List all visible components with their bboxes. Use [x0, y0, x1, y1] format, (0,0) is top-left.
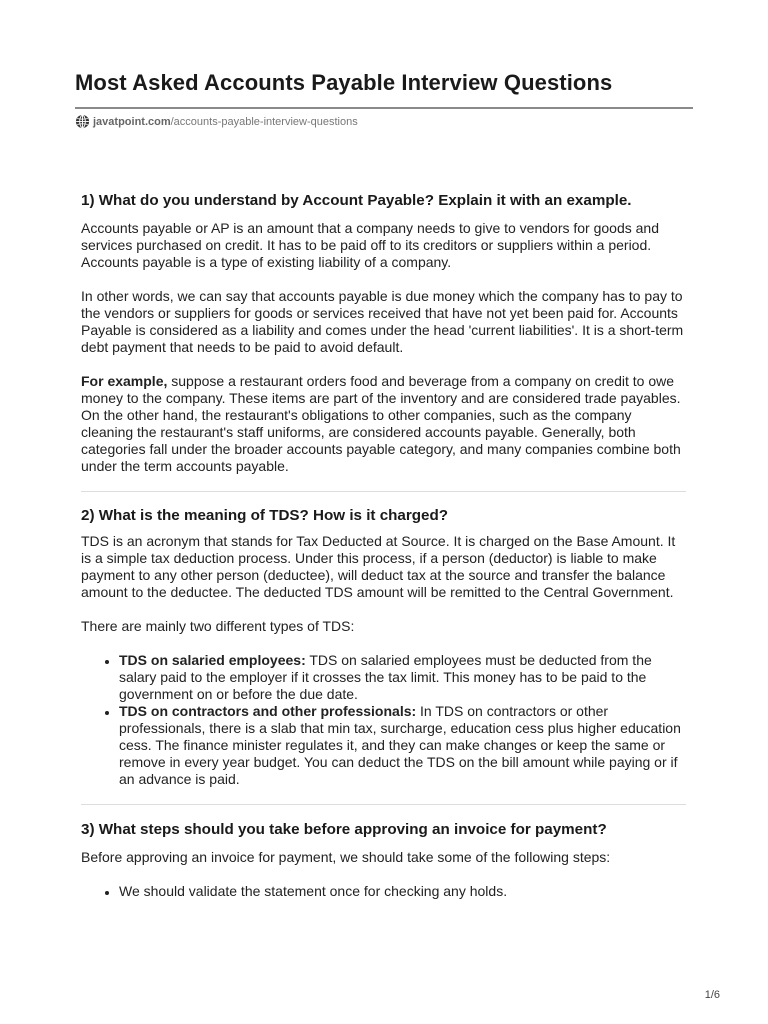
list-item-text: TDS on salaried employees must be deducted from the salary paid to the employer if it crosses the tax limit. This money has to be paid to the government on or before the due date.: [119, 652, 652, 702]
source-link[interactable]: [75, 114, 358, 129]
list-item: [119, 703, 686, 788]
source-path: /accounts-payable-interview-questions: [170, 115, 358, 128]
source-domain: javatpoint.com: [93, 115, 171, 128]
list-item: • We should validate the statement once for checking any holds.: [119, 883, 686, 900]
section-divider: [81, 804, 686, 805]
list-item-term: TDS on salaried employees:: [119, 652, 306, 668]
title-divider: [75, 107, 693, 109]
steps-list: [81, 883, 686, 900]
tds-types-list: [81, 652, 686, 788]
question-2-paragraph: TDS is an acronym that stands for Tax Deducted at Source. It is charged on the Base Amount. It is a simple tax deduction process. Under this process, if a person (deductor) is liable to make payment to any other person (deductee), will deduct tax at the source and transfer the balance amount to the deductee. The deducted TDS amount will be remitted to the Central Government.: [81, 533, 676, 600]
section-divider: [81, 491, 686, 492]
list-item: [119, 652, 686, 703]
example-text: suppose a restaurant orders food and beverage from a company on credit to owe money to the company. These items are part of the inventory and are considered trade payables. On the other hand, the restaurant's obligations to other companies, such as the company cleaning the restaurant's staff uniforms, are considered accounts payable. Generally, both categories fall under the broader accounts payable category, and many companies combine both under the term accounts payable.: [81, 373, 681, 474]
article-body: [81, 191, 686, 900]
page-number: 1/6: [704, 989, 720, 1001]
question-2-paragraph: There are mainly two different types of TDS:: [81, 618, 355, 634]
question-1-example-paragraph: [81, 373, 686, 475]
globe-icon: [75, 114, 90, 129]
page-title: Most Asked Accounts Payable Interview Questions: [75, 70, 613, 95]
list-item-term: TDS on contractors and other professionals:: [119, 703, 417, 719]
question-3-paragraph: Before approving an invoice for payment, we should take some of the following steps:: [81, 849, 611, 865]
question-3-title: 3) What steps should you take before approving an invoice for payment?: [81, 821, 607, 838]
question-1-paragraph: In other words, we can say that accounts payable is due money which the company has to pay to the vendors or suppliers for goods or services received that have not yet been paid for. Accounts Payable is considered as a liability and comes under the head 'current liabilities'. It is a short-term debt payment that needs to be paid to avoid default.: [81, 288, 684, 355]
question-1-title: 1) What do you understand by Account Payable? Explain it with an example.: [81, 192, 632, 209]
question-1-paragraph: Accounts payable or AP is an amount that a company needs to give to vendors for goods and services purchased on credit. It has to be paid off to its creditors or suppliers within a period. Accounts payable is a type of existing liability of a company.: [81, 220, 659, 270]
question-2-title: 2) What is the meaning of TDS? How is it charged?: [81, 507, 449, 524]
list-item-text: In TDS on contractors or other professionals, there is a slab that min tax, surcharge, education cess plus higher education cess. The finance minister regulates it, and they can make changes or keep the same or remove in every year budget. You can deduct the TDS on the bill amount while paying or if an advance is paid.: [119, 703, 681, 787]
example-label: For example,: [81, 373, 168, 389]
